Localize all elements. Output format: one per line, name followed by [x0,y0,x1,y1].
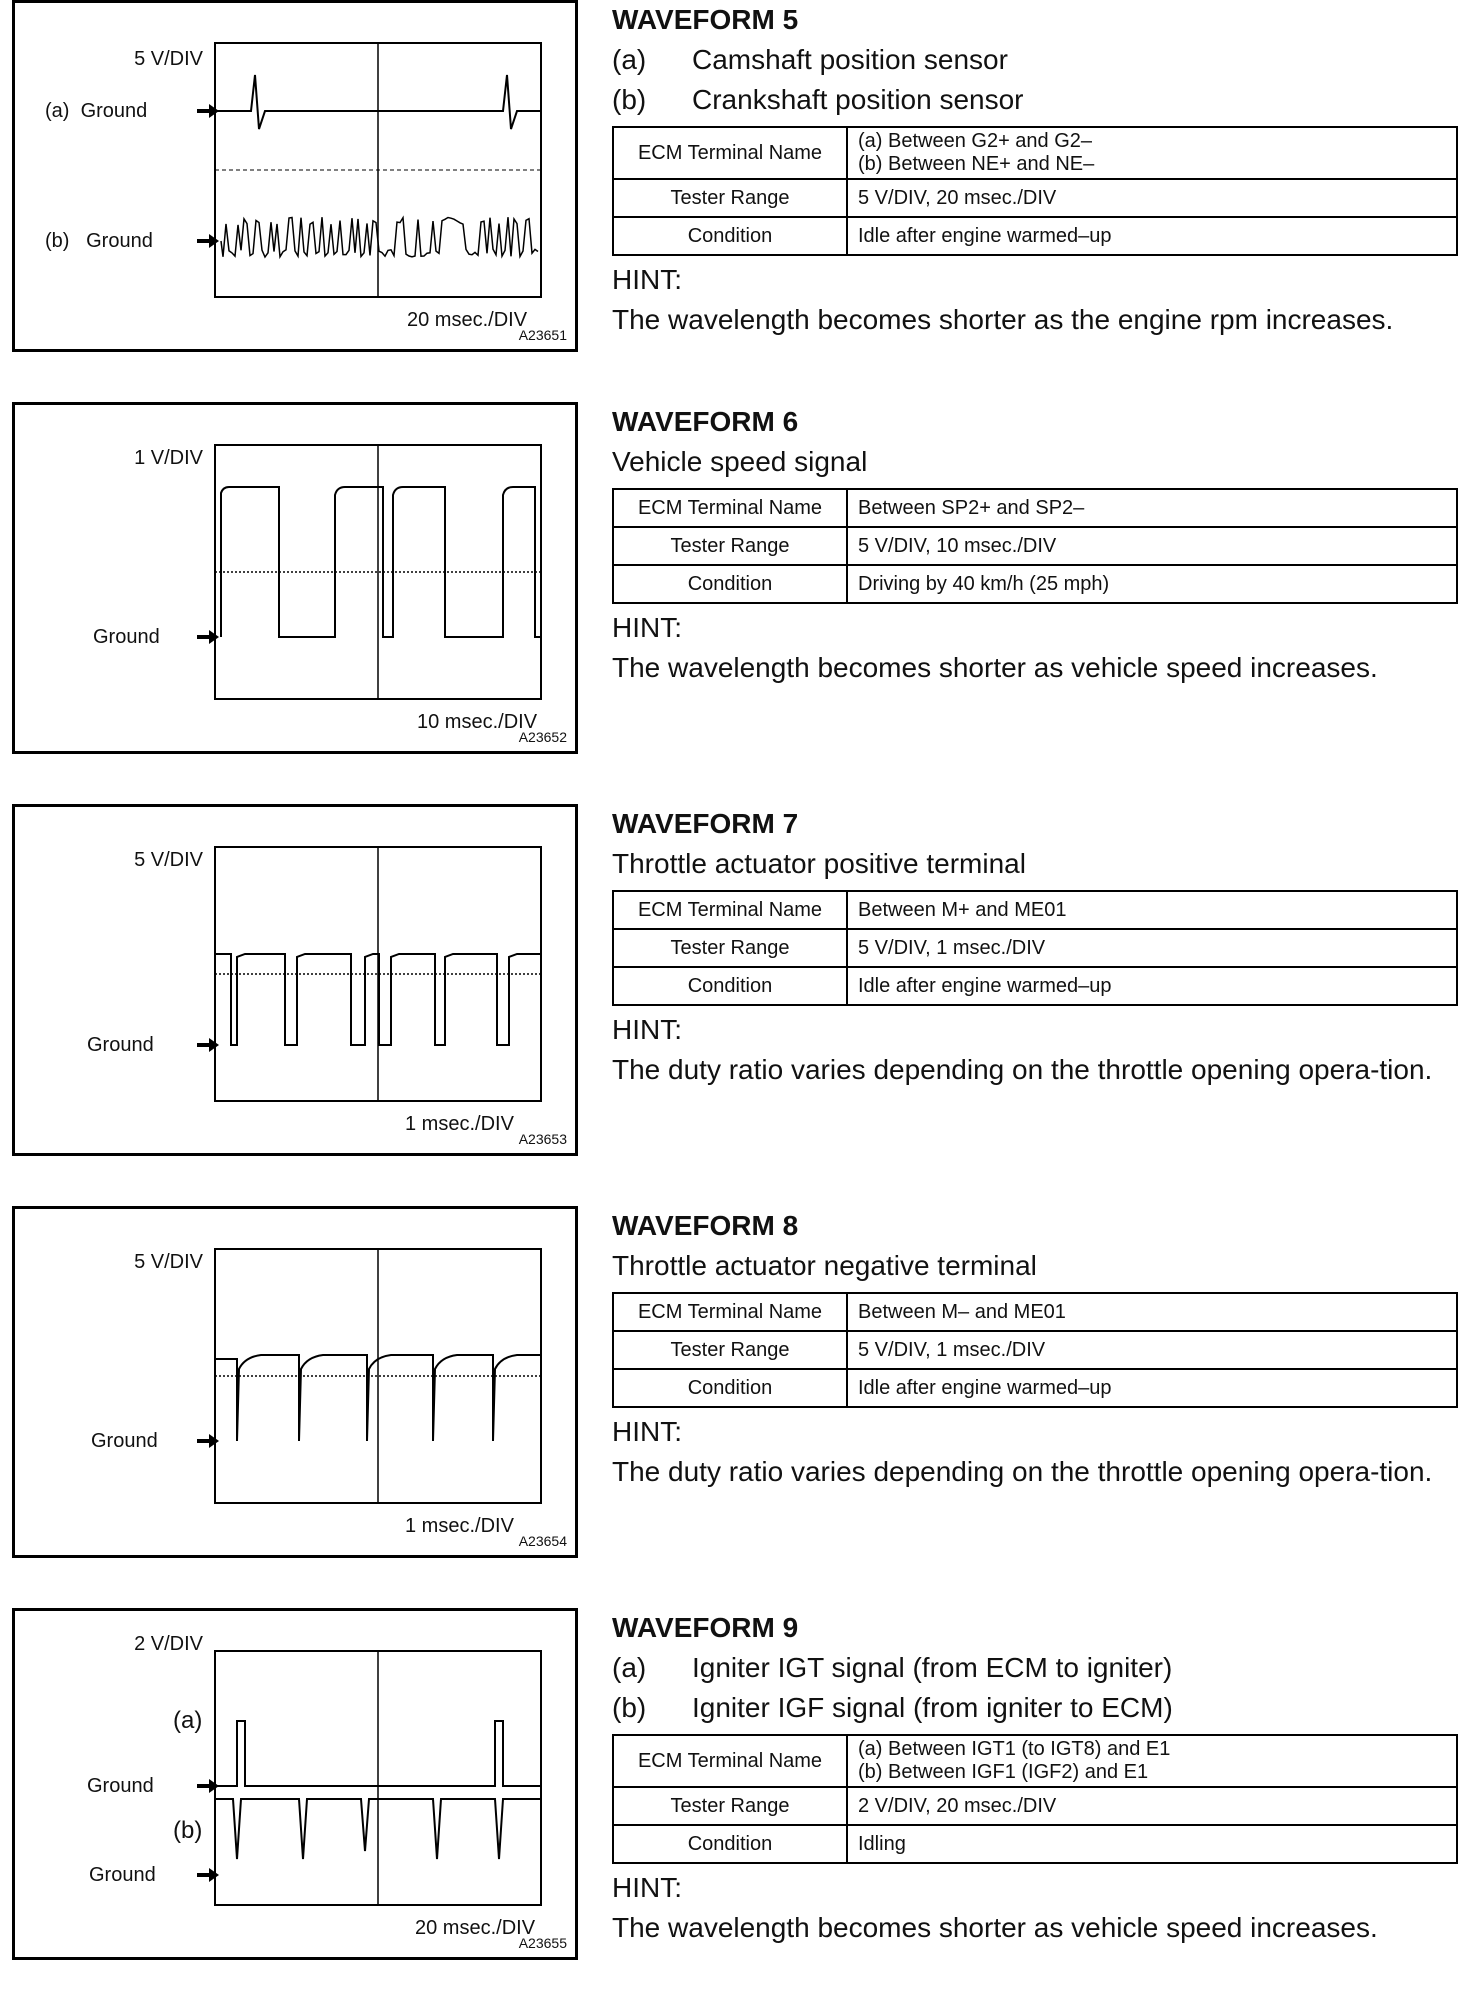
waveform-7-section [0,804,1472,1204]
condition-key: Condition [613,217,847,255]
waveform-7-subtitle: Throttle actuator positive terminal [612,848,1026,879]
waveform-5-hint: The wavelength becomes shorter as the engine rpm increases. [612,304,1394,335]
condition-key: Condition [613,565,847,603]
waveform-8-subtitle: Throttle actuator negative terminal [612,1250,1037,1281]
waveform-6-hint-label: HINT: [612,612,682,643]
range-key: Tester Range [613,527,847,565]
range-key: Tester Range [613,1787,847,1825]
waveform-9-signal-a: (a) Igniter IGT signal (from ECM to igniter) [612,1652,1173,1683]
waveform-8-vdiv: 5 V/DIV [134,1251,203,1273]
terminal-value: Between M– and ME01 [847,1293,1457,1331]
waveform-9-vdiv: 2 V/DIV [134,1633,203,1655]
range-value: 5 V/DIV, 10 msec./DIV [847,527,1457,565]
waveform-6-details [612,402,1462,688]
range-key: Tester Range [613,1331,847,1369]
waveform-9-figure [12,1608,578,1960]
waveform-7-trace [215,954,541,1045]
waveform-9-signal-b: (b) Igniter IGF signal (from igniter to ECM) [612,1692,1173,1723]
crankshaft-noise-trace [221,217,538,257]
range-value: 2 V/DIV, 20 msec./DIV [847,1787,1457,1825]
waveform-9-hint: The wavelength becomes shorter as vehicle speed increases. [612,1912,1378,1943]
waveform-6-trace [221,487,541,637]
range-key: Tester Range [613,929,847,967]
terminal-key: ECM Terminal Name [613,1293,847,1331]
waveform-8-figure [12,1206,578,1558]
range-value: 5 V/DIV, 1 msec./DIV [847,929,1457,967]
waveform-7-tdiv: 1 msec./DIV [405,1113,514,1135]
range-value: 5 V/DIV, 1 msec./DIV [847,1331,1457,1369]
waveform-9-spec-table [612,1734,1458,1864]
condition-value: Idle after engine warmed–up [847,1369,1457,1407]
waveform-9-tag-a: (a) [173,1707,203,1734]
terminal-key: ECM Terminal Name [613,489,847,527]
condition-value: Idle after engine warmed–up [847,217,1457,255]
terminal-value: Between SP2+ and SP2– [847,489,1457,527]
waveform-5-title: WAVEFORM 5 [612,4,799,35]
waveform-5-figure [12,0,578,352]
waveform-6-vdiv: 1 V/DIV [134,447,203,469]
waveform-6-spec-table [612,488,1458,604]
waveform-7-hint-label: HINT: [612,1014,682,1045]
waveform-6-fig-id: A23652 [518,729,567,745]
waveform-7-title: WAVEFORM 7 [612,808,799,839]
range-key: Tester Range [613,179,847,217]
waveform-6-hint: The wavelength becomes shorter as vehicle speed increases. [612,652,1378,683]
waveform-8-hint: The duty ratio varies depending on the throttle opening opera-tion. [612,1456,1433,1487]
condition-value: Idling [847,1825,1457,1863]
waveform-6-section [0,402,1472,802]
waveform-9-label-b: Ground [89,1864,156,1886]
waveform-7-details [612,804,1462,1090]
condition-value: Driving by 40 km/h (25 mph) [847,565,1457,603]
waveform-5-spec-table [612,126,1458,256]
waveform-7-vdiv: 5 V/DIV [134,849,203,871]
waveform-5-hint-label: HINT: [612,264,682,295]
waveform-7-fig-id: A23653 [518,1131,567,1147]
range-value: 5 V/DIV, 20 msec./DIV [847,179,1457,217]
waveform-8-title: WAVEFORM 8 [612,1210,799,1241]
waveform-8-label-ground: Ground [91,1430,158,1452]
condition-value: Idle after engine warmed–up [847,967,1457,1005]
terminal-key: ECM Terminal Name [613,891,847,929]
waveform-7-figure [12,804,578,1156]
waveform-5-trace-b [221,217,538,257]
waveform-6-tdiv: 10 msec./DIV [417,711,538,733]
waveform-8-spec-table [612,1292,1458,1408]
waveform-8-details [612,1206,1462,1492]
waveform-6-subtitle: Vehicle speed signal [612,446,868,477]
terminal-key: ECM Terminal Name [613,1735,847,1787]
waveform-8-fig-id: A23654 [518,1533,567,1549]
waveform-5-signal-b: (b) Crankshaft position sensor [612,84,1024,115]
waveform-5-label-a: (a) Ground [45,100,148,122]
waveform-5-vdiv: 5 V/DIV [134,48,203,70]
waveform-8-section [0,1206,1472,1606]
waveform-7-label-ground: Ground [87,1034,154,1056]
waveform-9-hint-label: HINT: [612,1872,682,1903]
waveform-7-hint: The duty ratio varies depending on the throttle opening opera-tion. [612,1054,1433,1085]
condition-key: Condition [613,1369,847,1407]
terminal-value: (a) Between IGT1 (to IGT8) and E1 (b) Between IGF1 (IGF2) and E1 [847,1735,1457,1787]
waveform-9-section [0,1608,1472,2008]
waveform-6-figure [12,402,578,754]
terminal-value: (a) Between G2+ and G2– (b) Between NE+ and NE– [847,127,1457,179]
waveform-8-tdiv: 1 msec./DIV [405,1515,514,1537]
waveform-5-section [0,0,1472,400]
waveform-9-title: WAVEFORM 9 [612,1612,799,1643]
terminal-key: ECM Terminal Name [613,127,847,179]
waveform-9-label-a: Ground [87,1775,154,1797]
condition-key: Condition [613,1825,847,1863]
waveform-5-signal-a: (a) Camshaft position sensor [612,44,1008,75]
waveform-5-tdiv: 20 msec./DIV [407,309,528,331]
waveform-9-tag-b: (b) [173,1817,203,1844]
waveform-6-label-ground: Ground [93,626,160,648]
waveform-7-spec-table [612,890,1458,1006]
waveform-9-fig-id: A23655 [518,1935,567,1951]
waveform-9-details [612,1608,1462,1948]
waveform-5-fig-id: A23651 [518,327,567,343]
waveform-6-title: WAVEFORM 6 [612,406,799,437]
condition-key: Condition [613,967,847,1005]
waveform-9-tdiv: 20 msec./DIV [415,1917,536,1939]
waveform-5-label-b: (b) Ground [45,230,153,252]
terminal-value: Between M+ and ME01 [847,891,1457,929]
waveform-5-details [612,0,1462,340]
waveform-8-hint-label: HINT: [612,1416,682,1447]
